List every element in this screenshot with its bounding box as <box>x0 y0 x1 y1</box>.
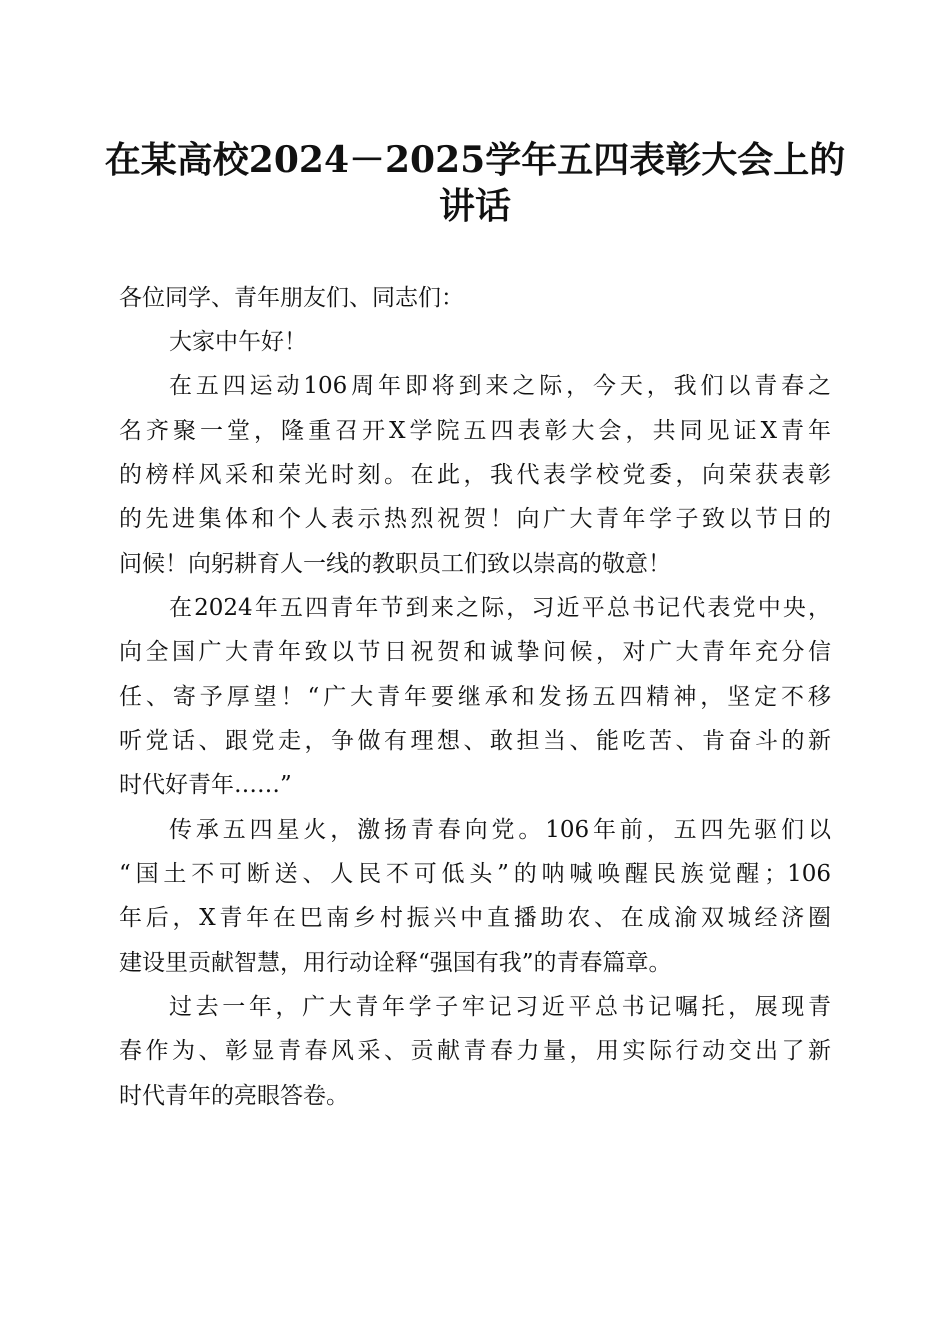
document-title-line-2: 讲话 <box>438 185 511 227</box>
paragraph-line: 春作为、彰显青春风采、贡献青春力量，用实际行动交出了新 <box>119 1038 831 1064</box>
paragraph-line: 名齐聚一堂，隆重召开X学院五四表彰大会，共同见证X青年 <box>119 418 831 444</box>
paragraph-line: “国土不可断送、人民不可低头”的呐喊唤醒民族觉醒；106 <box>119 861 831 887</box>
paragraph-line: 的榜样风采和荣光时刻。在此，我代表学校党委，向荣获表彰 <box>119 462 831 488</box>
paragraph-line: 听党话、跟党走，争做有理想、敢担当、能吃苦、肯奋斗的新 <box>119 728 831 754</box>
greeting: 大家中午好！ <box>169 329 307 355</box>
paragraph-line: 在五四运动106周年即将到来之际，今天，我们以青春之 <box>169 373 831 399</box>
salutation: 各位同学、青年朋友们、同志们： <box>119 285 464 311</box>
paragraph-line: 的先进集体和个人表示热烈祝贺！向广大青年学子致以节日的 <box>119 506 831 532</box>
paragraph-line: 过去一年，广大青年学子牢记习近平总书记嘱托，展现青 <box>169 994 831 1020</box>
paragraph-line: 在2024年五四青年节到来之际，习近平总书记代表党中央， <box>169 595 831 621</box>
paragraph-line: 建设里贡献智慧，用行动诠释“强国有我”的青春篇章。 <box>119 950 672 976</box>
paragraph-line: 向全国广大青年致以节日祝贺和诚挚问候，对广大青年充分信 <box>119 639 831 665</box>
paragraph-line: 时代好青年……” <box>119 772 292 798</box>
paragraph-line: 年后，X青年在巴南乡村振兴中直播助农、在成渝双城经济圈 <box>119 905 831 931</box>
document-title-line-1: 在某高校2024－2025学年五四表彰大会上的 <box>104 139 846 181</box>
paragraph-line: 传承五四星火，激扬青春向党。106年前，五四先驱们以 <box>169 817 831 843</box>
paragraph-line: 时代青年的亮眼答卷。 <box>119 1083 349 1109</box>
paragraph-line: 任、寄予厚望！“广大青年要继承和发扬五四精神，坚定不移 <box>119 684 831 710</box>
paragraph-line: 问候！向躬耕育人一线的教职员工们致以崇高的敬意！ <box>119 551 671 577</box>
